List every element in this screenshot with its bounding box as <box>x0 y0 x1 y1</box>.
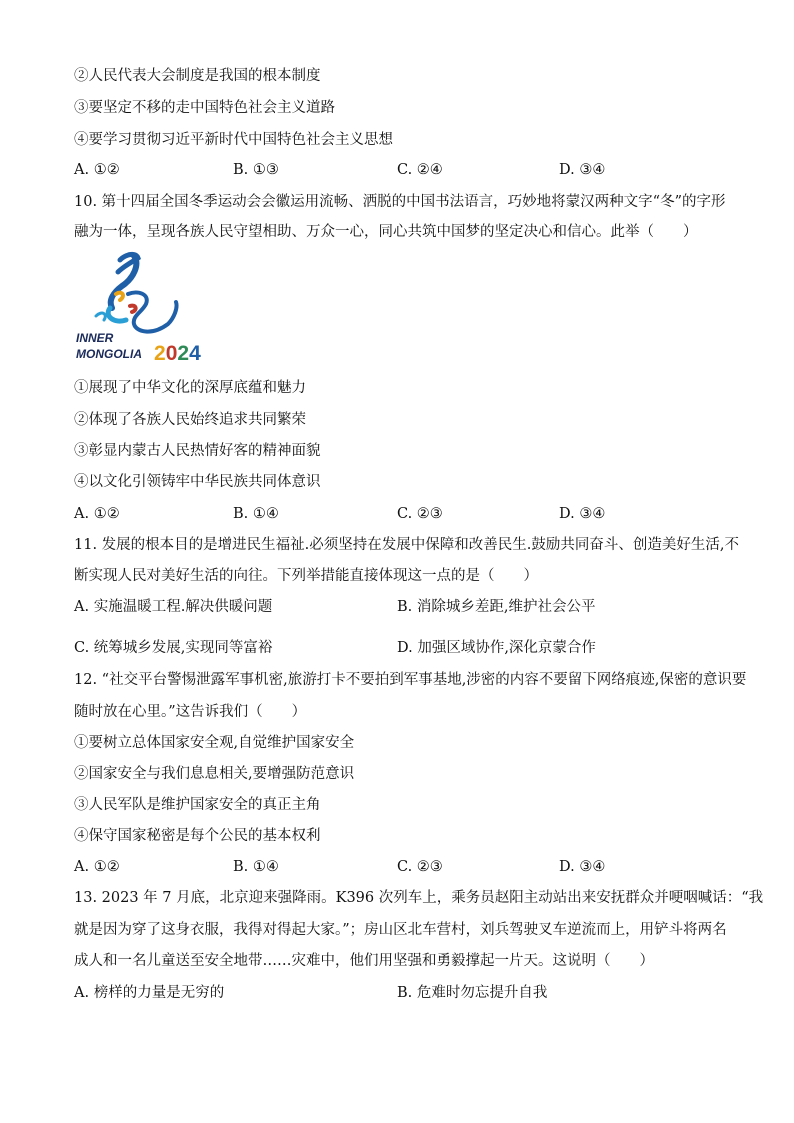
q10-item-1: ①展现了中华文化的深厚底蕴和魅力 <box>74 380 306 396</box>
emblem-year-digit-4: 4 <box>189 342 201 365</box>
emblem-year-digit-1: 2 <box>154 342 166 365</box>
q13-stem-line-1: 13. 2023 年 7 月底，北京迎来强降雨。K396 次列车上，乘务员赵阳主动站出来安抚群众并哽咽喊话：“我 <box>74 890 764 906</box>
q10-stem-line-2: 融为一体，呈现各族人民守望相助、万众一心，同心共筑中国梦的坚定决心和信心。此举（ ） <box>74 224 698 240</box>
q11-option-a: A. 实施温暖工程.解决供暖问题 <box>74 599 273 615</box>
q10-stem-line-1: 10. 第十四届全国冬季运动会会徽运用流畅、洒脱的中国书法语言，巧妙地将蒙汉两种文字“冬”的字形 <box>74 194 726 210</box>
q10-option-b: B. ①④ <box>233 506 279 522</box>
emblem-text-inner: INNER <box>76 331 114 345</box>
q12-option-d: D. ③④ <box>559 859 606 875</box>
winter-games-emblem-image <box>74 250 214 368</box>
q9-option-a: A. ①② <box>74 162 120 178</box>
q13-stem-line-2: 就是因为穿了这身衣服，我得对得起大家。”；房山区北车营村，刘兵驾驶叉车逆流而上，用铲斗将两名 <box>74 922 727 938</box>
q9-option-b: B. ①③ <box>233 162 279 178</box>
q12-item-4: ④保守国家秘密是每个公民的基本权利 <box>74 828 321 844</box>
q13-option-b: B. 危难时勿忘提升自我 <box>397 985 548 1001</box>
q10-option-a: A. ①② <box>74 506 120 522</box>
q13-stem-line-3: 成人和一名儿童送至安全地带……灾难中，他们用坚强和勇毅撑起一片天。这说明（ ） <box>74 953 654 969</box>
emblem-year-digit-3: 2 <box>177 342 190 365</box>
q11-stem-line-1: 11. 发展的根本目的是增进民生福祉.必须坚持在发展中保障和改善民生.鼓励共同奋斗、创造美好生活,不 <box>74 537 739 553</box>
q9-item-3: ③要坚定不移的走中国特色社会主义道路 <box>74 100 335 116</box>
q12-option-a: A. ①② <box>74 859 120 875</box>
q11-option-d: D. 加强区域协作,深化京蒙合作 <box>397 640 596 656</box>
emblem-year-digit-2: 0 <box>165 342 178 365</box>
q12-item-3: ③人民军队是维护国家安全的真正主角 <box>74 797 321 813</box>
q11-option-b: B. 消除城乡差距,维护社会公平 <box>397 599 596 615</box>
q10-item-2: ②体现了各族人民始终追求共同繁荣 <box>74 412 306 428</box>
q12-stem-line-2: 随时放在心里。”这告诉我们（ ） <box>74 704 307 720</box>
q11-option-c: C. 统筹城乡发展,实现同等富裕 <box>74 640 273 656</box>
q9-item-4: ④要学习贯彻习近平新时代中国特色社会主义思想 <box>74 132 393 148</box>
q12-option-c: C. ②③ <box>397 859 443 875</box>
emblem-text-mongolia: MONGOLIA <box>76 347 142 361</box>
q12-option-b: B. ①④ <box>233 859 279 875</box>
q13-option-a: A. 榜样的力量是无穷的 <box>74 985 225 1001</box>
q10-option-d: D. ③④ <box>559 506 606 522</box>
q9-item-2: ②人民代表大会制度是我国的根本制度 <box>74 68 321 84</box>
emblem-year <box>154 342 201 365</box>
q10-item-3: ③彰显内蒙古人民热情好客的精神面貌 <box>74 443 321 459</box>
q9-option-c: C. ②④ <box>397 162 443 178</box>
q9-option-d: D. ③④ <box>559 162 606 178</box>
q12-item-2: ②国家安全与我们息息相关,要增强防范意识 <box>74 766 355 782</box>
q12-stem-line-1: 12. “社交平台警惕泄露军事机密,旅游打卡不要拍到军事基地,涉密的内容不要留下网络痕迹,保密的意识要 <box>74 672 747 688</box>
q10-item-4: ④以文化引领铸牢中华民族共同体意识 <box>74 474 321 490</box>
q11-stem-line-2: 断实现人民对美好生活的向往。下列举措能直接体现这一点的是（ ） <box>74 568 538 584</box>
q10-option-c: C. ②③ <box>397 506 443 522</box>
q12-item-1: ①要树立总体国家安全观,自觉维护国家安全 <box>74 735 355 751</box>
